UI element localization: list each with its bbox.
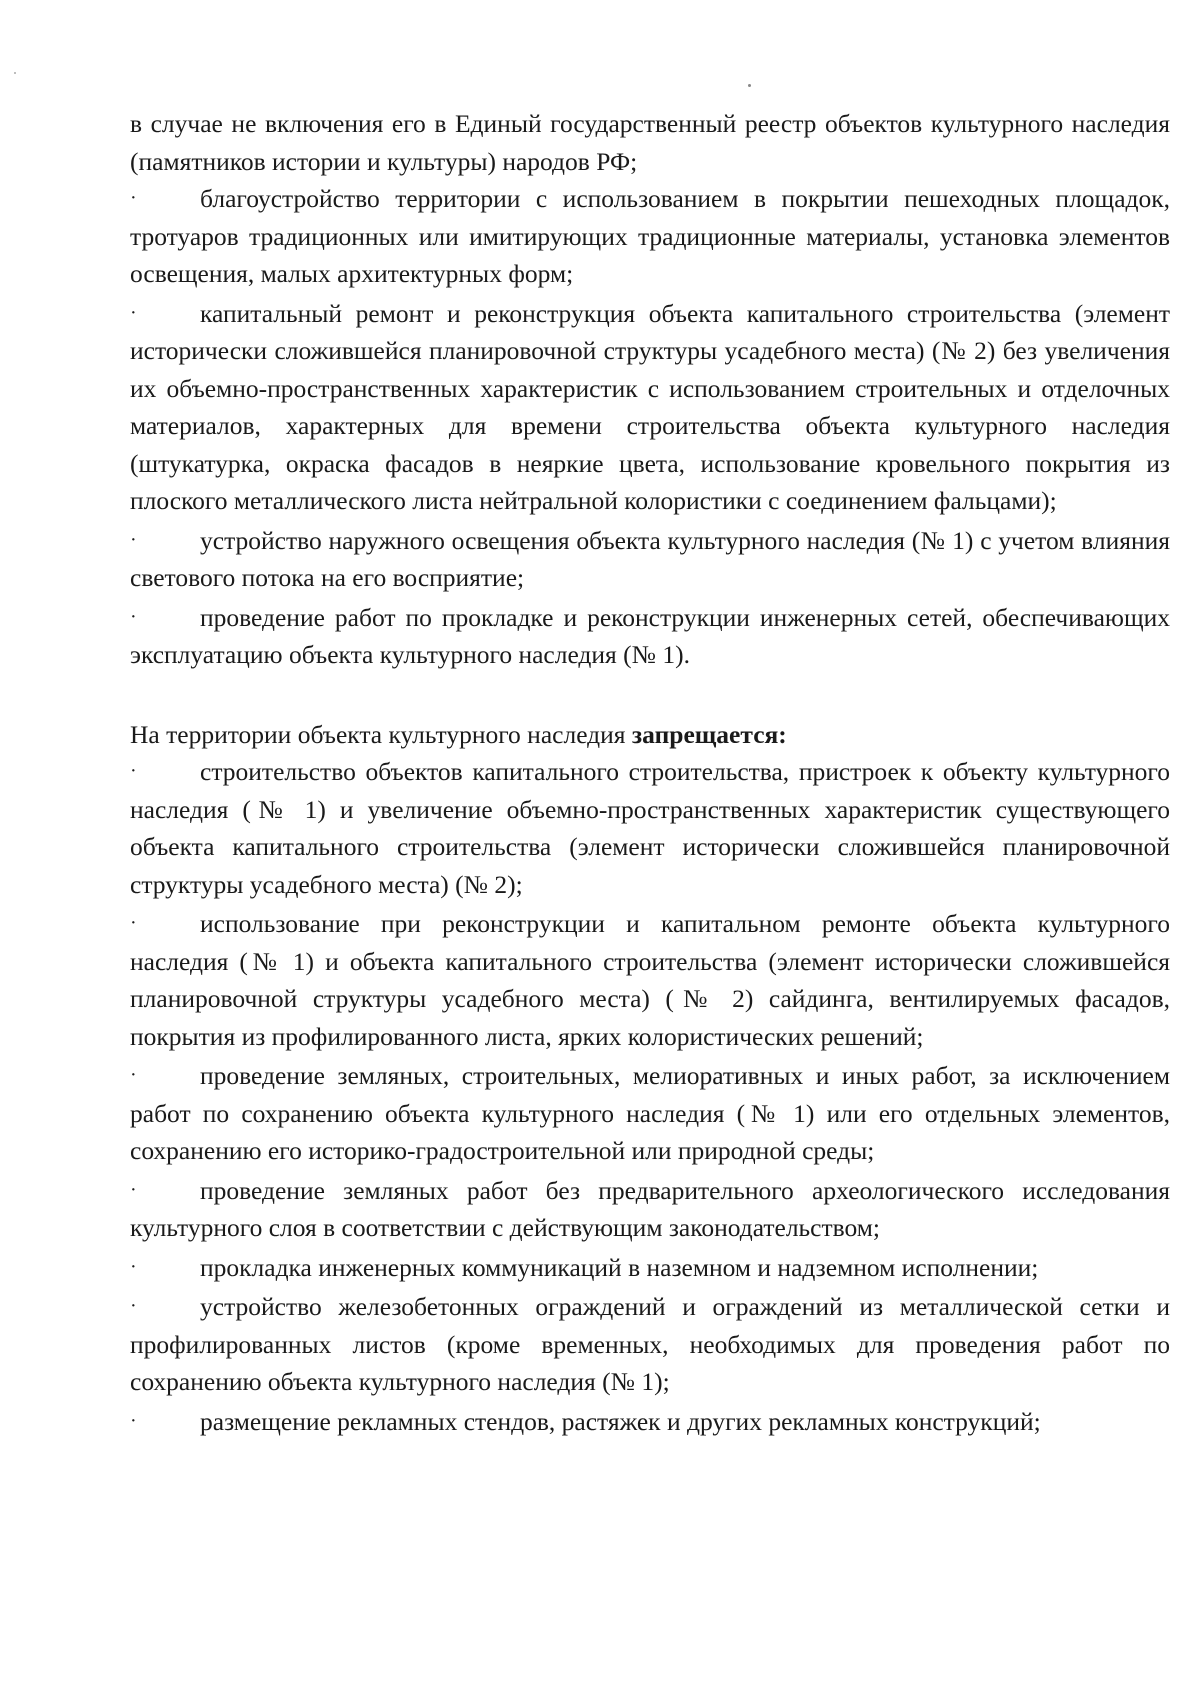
prohibited-list	[130, 753, 1170, 1440]
bullet-icon: ·	[130, 605, 137, 628]
permitted-list	[130, 180, 1170, 674]
intro-paragraph: в случае не включения его в Единый государственный реестр объектов культурного наследия (памятников истории и культуры) народов РФ;	[130, 109, 1170, 176]
prohibited-heading-text: На территории объекта культурного наследия	[130, 719, 632, 749]
scan-speck	[748, 84, 751, 87]
list-item-text: строительство объектов капитального строительства, пристроек к объекту культурного наследия (№ 1) и увеличение объемно-пространственных характеристик существующего объекта капитального строительства (элемент исторически сложившейся планировочной структуры усадебного места) (№ 2);	[130, 757, 1170, 899]
list-item-text: устройство железобетонных ограждений и ограждений из металлической сетки и профилированных листов (кроме временных, необходимых для проведения работ по сохранению объекта культурного наследия (№ 1);	[130, 1292, 1170, 1396]
list-item-text: капитальный ремонт и реконструкция объекта капитального строительства (элемент исторически сложившейся планировочной структуры усадебного места) (№ 2) без увеличения их объемно-пространственных характеристик с использованием строительных и отделочных материалов, характерных для времени строительства объекта культурного наследия (штукатурка, окраска фасадов в неяркие цвета, использование кровельного покрытия из плоского металлического листа нейтральной колористики с соединением фальцами);	[130, 298, 1170, 515]
bullet-icon: ·	[130, 912, 137, 934]
bullet-icon: ·	[130, 301, 137, 324]
bullet-icon: ·	[130, 1295, 137, 1317]
list-item-text: использование при реконструкции и капитальном ремонте объекта культурного наследия (№ 1) и объекта капитального строительства (элемент исторически сложившейся планировочной структуры усадебного места) (№ 2) сайдинга, вентилируемых фасадов, покрытия из профилированного листа, ярких колористических решений;	[130, 909, 1170, 1051]
bullet-icon: ·	[130, 1409, 137, 1432]
prohibited-heading-bold: запрещается:	[631, 719, 787, 749]
list-item	[130, 522, 1170, 597]
list-item-text: проведение земляных, строительных, мелиоративных и иных работ, за исключением работ по сохранению объекта культурного наследия (№ 1) или его отдельных элементов, сохранению его историко-градостроительной или природной среды;	[130, 1061, 1170, 1165]
list-item	[130, 1057, 1170, 1170]
list-item-text: благоустройство территории с использованием в покрытии пешеходных площадок, тротуаров традиционных или имитирующих традиционные материалы, установка элементов освещения, малых архитектурных форм;	[130, 184, 1170, 288]
list-item	[130, 1288, 1170, 1401]
list-item-text: проведение работ по прокладке и реконструкции инженерных сетей, обеспечивающих эксплуатацию объекта культурного наследия (№ 1).	[130, 602, 1170, 669]
list-item	[130, 1172, 1170, 1247]
list-item-text: размещение рекламных стендов, растяжек и других рекламных конструкций;	[200, 1406, 1041, 1436]
list-item	[130, 599, 1170, 674]
list-item	[130, 1403, 1170, 1441]
list-item	[130, 1249, 1170, 1287]
prohibited-heading	[130, 716, 1170, 754]
list-item	[130, 180, 1170, 293]
bullet-icon: ·	[130, 1064, 137, 1086]
bullet-icon: ·	[130, 1255, 137, 1278]
document-body	[130, 105, 1170, 1442]
list-item	[130, 295, 1170, 520]
list-item-text: устройство наружного освещения объекта культурного наследия (№ 1) с учетом влияния светового потока на его восприятие;	[130, 525, 1170, 592]
list-item	[130, 905, 1170, 1055]
scan-speck	[14, 72, 16, 74]
bullet-icon: ·	[130, 760, 137, 782]
list-item	[130, 753, 1170, 903]
list-item-text: проведение земляных работ без предварительного археологического исследования культурного слоя в соответствии с действующим законодательством;	[130, 1175, 1170, 1242]
section-gap	[130, 676, 1170, 716]
bullet-icon: ·	[130, 187, 137, 209]
bullet-icon: ·	[130, 1178, 137, 1201]
list-item-text: прокладка инженерных коммуникаций в наземном и надземном исполнении;	[200, 1252, 1039, 1282]
bullet-icon: ·	[130, 528, 137, 551]
